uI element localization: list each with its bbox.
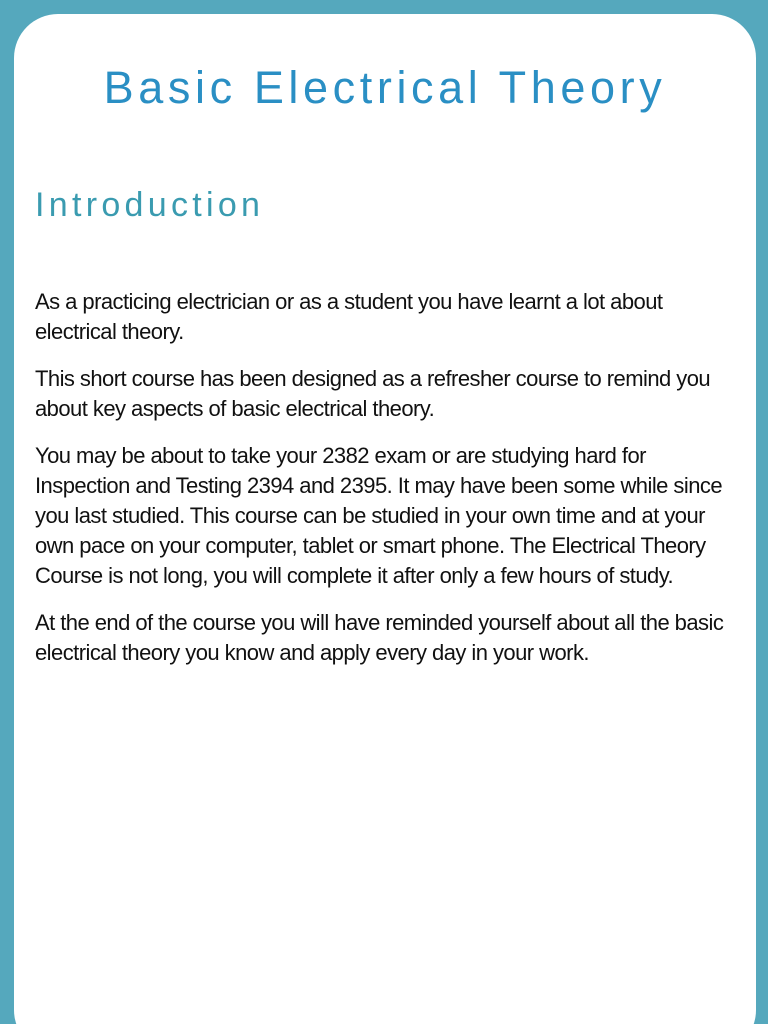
page-title: Basic Electrical Theory	[103, 62, 667, 113]
body-text	[35, 287, 735, 685]
page-card	[14, 14, 756, 1024]
paragraph: At the end of the course you will have reminded yourself about all the basic electrical theory you know and apply every day in your work.	[35, 610, 724, 665]
section-heading: Introduction	[35, 186, 265, 224]
paragraph: This short course has been designed as a refresher course to remind you about key aspects of basic electrical theory.	[35, 366, 711, 421]
paragraph: As a practicing electrician or as a student you have learnt a lot about electrical theory.	[35, 289, 663, 344]
paragraph: You may be about to take your 2382 exam or are studying hard for Inspection and Testing 2394 and 2395. It may have been some while since you last studied. This course can be studied in your own time and at your own pace on your computer, tablet or smart phone. The Electrical Theory Course is not long, you will complete it after only a few hours of study.	[35, 443, 723, 588]
